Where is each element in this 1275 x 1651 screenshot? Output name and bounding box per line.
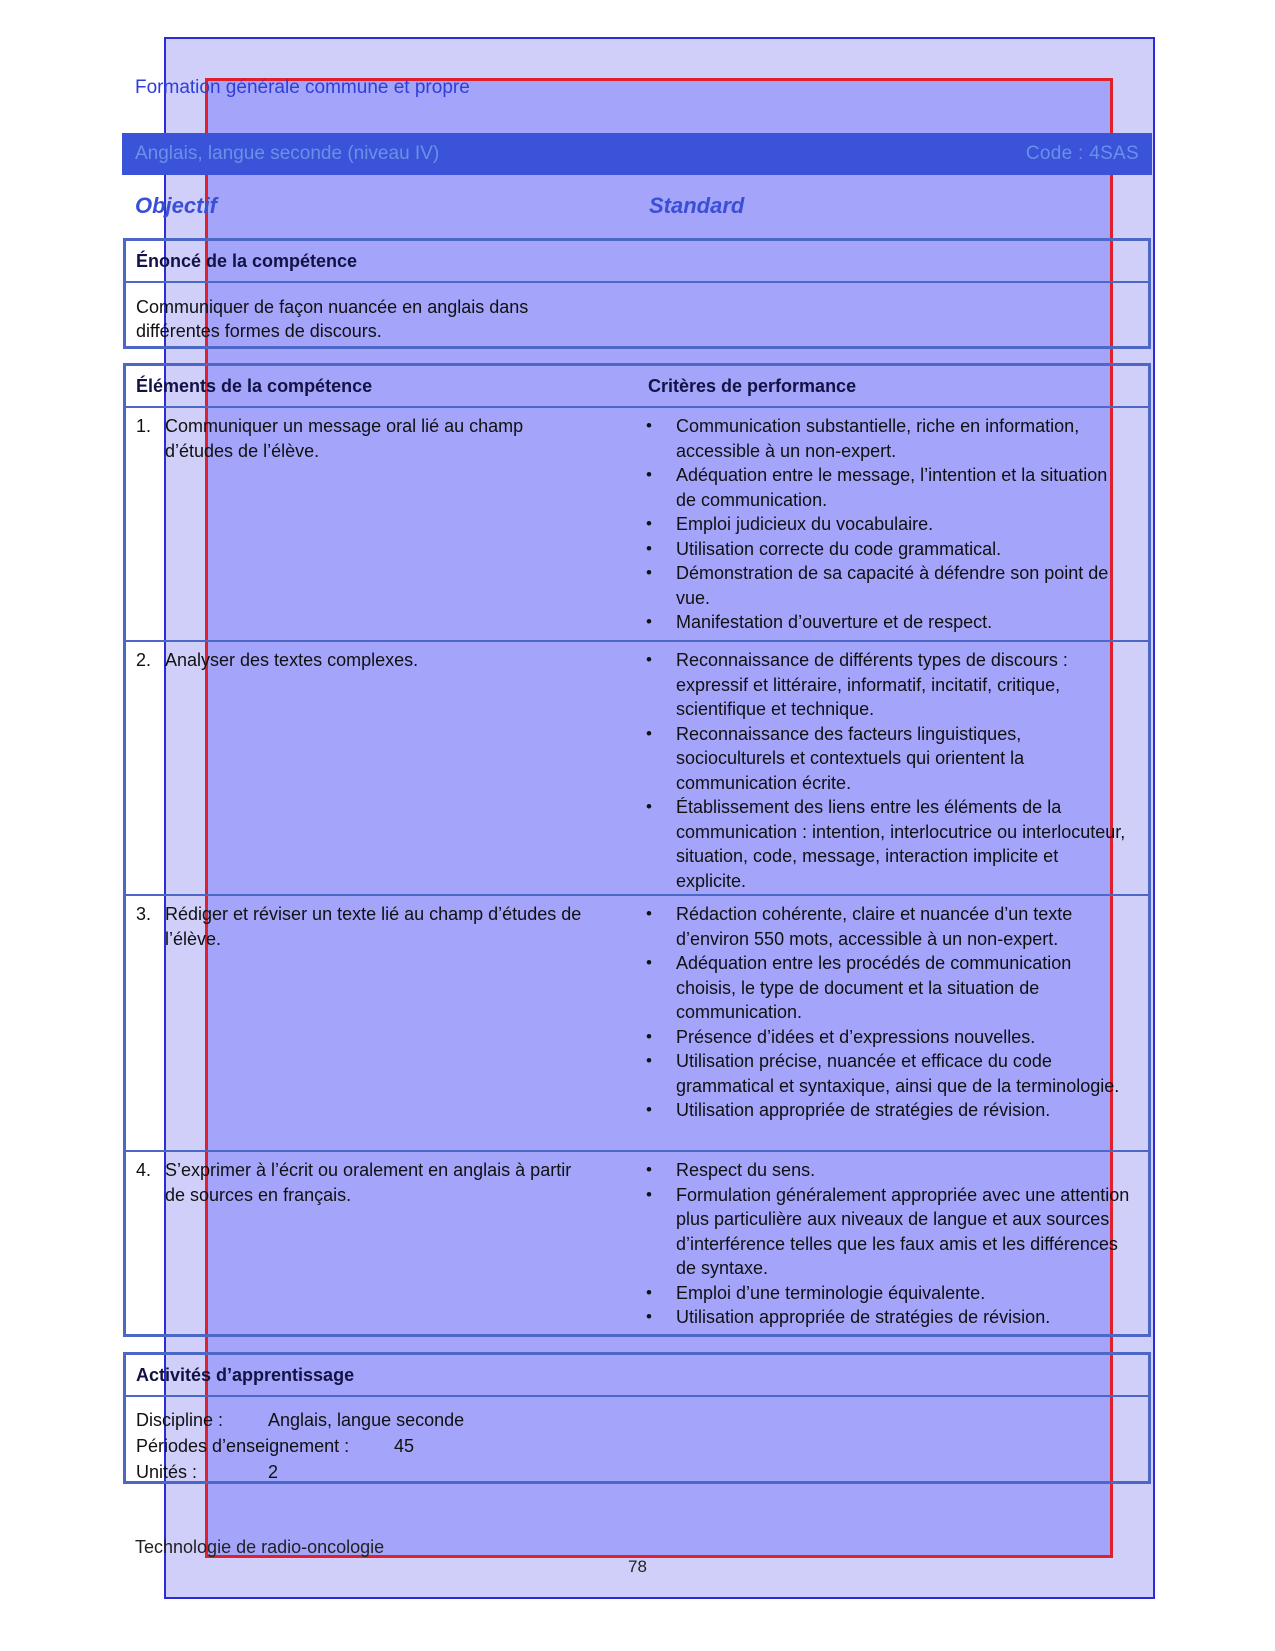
learning-activities-box: [123, 1352, 1151, 1484]
course-name: Anglais, langue seconde (niveau IV): [135, 143, 440, 164]
criterion-item: • Adéquation entre le message, l’intention et la situation de communication.: [646, 463, 1131, 512]
periods-label: Périodes d’enseignement :: [136, 1436, 350, 1456]
element-number: 3.: [136, 904, 152, 924]
criterion-item: • Utilisation précise, nuancée et efficace du code grammatical et syntaxique, ainsi que de la terminologie.: [646, 1049, 1131, 1098]
discipline-value: Anglais, langue seconde: [268, 1410, 465, 1430]
criterion-item: • Utilisation appropriée de stratégies de révision.: [646, 1305, 1131, 1330]
units-row: [136, 1459, 1138, 1485]
element-text: Rédiger et réviser un texte lié au champ d’études de l’élève.: [165, 904, 582, 949]
standard-label: Standard: [649, 193, 745, 218]
page-number: 78: [628, 1557, 647, 1576]
element-text: Communiquer un message oral lié au champ d’études de l’élève.: [165, 416, 524, 461]
footer-program: Technologie de radio-oncologie: [135, 1537, 385, 1557]
page-header-title: Formation générale commune et propre: [135, 77, 470, 98]
criterion-item: • Reconnaissance de différents types de discours : expressif et littéraire, informatif, incitatif, critique, scientifique et technique.: [646, 648, 1131, 722]
criteria-list: [646, 1158, 1131, 1330]
table-row: [126, 896, 1148, 1152]
course-title-bar: [122, 133, 1152, 175]
element-text: S’exprimer à l’écrit ou oralement en anglais à partir de sources en français.: [165, 1160, 572, 1205]
criteria-heading: Critères de performance: [648, 375, 857, 396]
element-cell: [136, 414, 596, 463]
competence-statement-heading: Énoncé de la compétence: [126, 241, 1148, 283]
element-text: Analyser des textes complexes.: [165, 650, 419, 670]
units-label: Unités :: [136, 1462, 198, 1482]
criterion-item: • Communication substantielle, riche en information, accessible à un non-expert.: [646, 414, 1131, 463]
learning-activities-heading: Activités d’apprentissage: [126, 1355, 1148, 1397]
criterion-item: • Démonstration de sa capacité à défendre son point de vue.: [646, 561, 1131, 610]
competence-statement-text: Communiquer de façon nuancée en anglais dans différentes formes de discours.: [136, 297, 529, 341]
criterion-item: • Reconnaissance des facteurs linguistiques, socioculturels et contextuels qui orientent la communication écrite.: [646, 722, 1131, 796]
table-row: [126, 642, 1148, 896]
learning-activities-body: [126, 1397, 1148, 1493]
elements-table-header: [126, 366, 1148, 408]
course-code: Code : 4SAS: [1025, 143, 1139, 164]
periods-value: 45: [394, 1436, 415, 1456]
criterion-item: • Établissement des liens entre les éléments de la communication : intention, interlocutrice ou interlocuteur, situation, code, message, interaction implicite et explicite.: [646, 795, 1131, 893]
discipline-label: Discipline :: [136, 1410, 224, 1430]
criterion-item: • Présence d’idées et d’expressions nouvelles.: [646, 1025, 1131, 1050]
criterion-item: • Emploi d’une terminologie équivalente.: [646, 1281, 1131, 1306]
competence-elements-table: [123, 363, 1151, 1337]
objective-label: Objectif: [135, 193, 217, 218]
criteria-list: [646, 648, 1131, 893]
criterion-item: • Respect du sens.: [646, 1158, 1131, 1183]
criterion-item: • Utilisation correcte du code grammatical.: [646, 537, 1131, 562]
units-value: 2: [268, 1462, 279, 1482]
criterion-item: • Rédaction cohérente, claire et nuancée d’un texte d’environ 550 mots, accessible à un non-expert.: [646, 902, 1131, 951]
criterion-item: • Manifestation d’ouverture et de respect.: [646, 610, 1131, 635]
criterion-item: • Emploi judicieux du vocabulaire.: [646, 512, 1131, 537]
discipline-row: [136, 1407, 1138, 1433]
criterion-item: • Utilisation appropriée de stratégies de révision.: [646, 1098, 1131, 1123]
element-number: 4.: [136, 1160, 152, 1180]
elements-heading: Éléments de la compétence: [136, 375, 373, 396]
criterion-item: • Formulation généralement appropriée avec une attention plus particulière aux niveaux de langue et aux sources d’interférence telles que les faux amis et les différences de syntaxe.: [646, 1183, 1131, 1281]
periods-row: [136, 1433, 1138, 1459]
element-number: 2.: [136, 650, 152, 670]
table-row: [126, 408, 1148, 642]
element-cell: [136, 648, 596, 673]
element-number: 1.: [136, 416, 152, 436]
criterion-item: • Adéquation entre les procédés de communication choisis, le type de document et la situation de communication.: [646, 951, 1131, 1025]
table-row: [126, 1152, 1148, 1332]
objective-standard-row: [135, 193, 1145, 219]
element-cell: [136, 1158, 596, 1207]
criteria-list: [646, 902, 1131, 1123]
competence-statement-box: [123, 238, 1151, 349]
element-cell: [136, 902, 596, 951]
criteria-list: [646, 414, 1131, 635]
